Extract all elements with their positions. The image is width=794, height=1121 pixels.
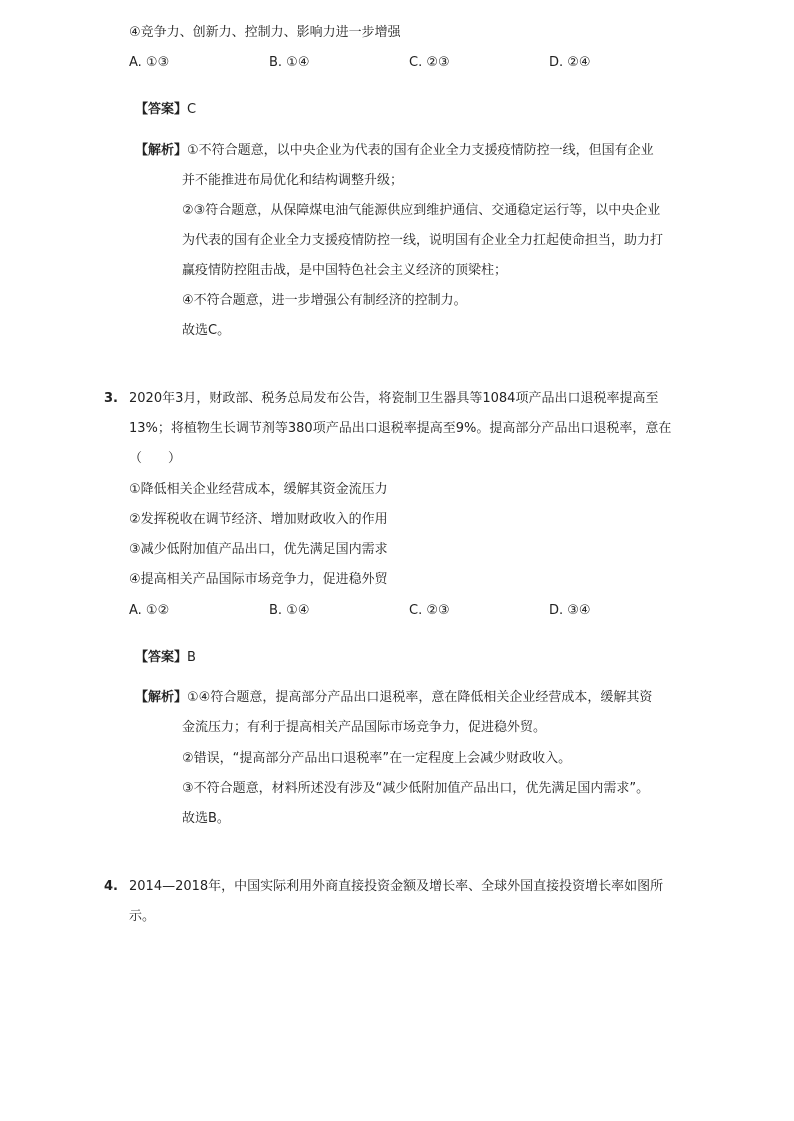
q3-stem-line-3: （ ） xyxy=(129,451,182,466)
q3-analysis-line-5: 故选B。 xyxy=(182,811,230,826)
q3-analysis-line-1 xyxy=(135,689,652,707)
q2-analysis-line-2: 并不能推进布局优化和结构调整升级； xyxy=(182,173,404,188)
q4-stem-line-2: 示。 xyxy=(129,909,156,924)
q3-item-2: ②发挥税收在调节经济、增加财政收入的作用 xyxy=(129,512,388,527)
q3-stem-line-1: 2020年3月，财政部、税务总局发布公告，将瓷制卫生器具等1084项产品出口退税率提高至 xyxy=(129,391,659,406)
q2-answer-value: C xyxy=(187,102,197,117)
q3-answer-tag: 【答案】 xyxy=(135,650,188,665)
q2-analysis-tag: 【解析】 xyxy=(135,143,188,158)
q2-item-4: ④竞争力、创新力、控制力、影响力进一步增强 xyxy=(129,25,401,40)
q4-number: 4. xyxy=(104,879,118,894)
q3-item-4: ④提高相关产品国际市场竞争力，促进稳外贸 xyxy=(129,572,388,587)
q3-stem-line-2: 13%；将植物生长调节剂等380项产品出口退税率提高至9%。提高部分产品出口退税率，意在 xyxy=(129,421,672,436)
q3-analysis-text-1: ①④符合题意，提高部分产品出口退税率，意在降低相关企业经营成本，缓解其资 xyxy=(187,690,653,705)
q2-analysis-text-1: ①不符合题意，以中央企业为代表的国有企业全力支援疫情防控一线，但国有企业 xyxy=(187,143,654,158)
q2-option-a: A. ①③ xyxy=(129,55,170,70)
q3-number: 3. xyxy=(104,391,118,406)
q3-analysis-line-3: ②错误，“提高部分产品出口退税率”在一定程度上会减少财政收入。 xyxy=(182,751,572,766)
q3-analysis-line-4: ③不符合题意，材料所述没有涉及“减少低附加值产品出口，优先满足国内需求”。 xyxy=(182,781,650,796)
q3-item-1: ①降低相关企业经营成本，缓解其资金流压力 xyxy=(129,482,388,497)
q2-analysis-line-7: 故选C。 xyxy=(182,323,231,338)
q2-analysis-line-4: 为代表的国有企业全力支援疫情防控一线，说明国有企业全力扛起使命担当，助力打 xyxy=(182,233,664,248)
q2-answer xyxy=(135,101,196,119)
q2-analysis-line-1 xyxy=(135,142,654,160)
q2-analysis-line-3: ②③符合题意，从保障煤电油气能源供应到维护通信、交通稳定运行等，以中央企业 xyxy=(182,203,661,218)
q2-option-c: C. ②③ xyxy=(409,55,450,70)
q2-option-d: D. ②④ xyxy=(549,55,591,70)
q3-option-c: C. ②③ xyxy=(409,603,450,618)
q3-option-b: B. ①④ xyxy=(269,603,310,618)
q4-stem-line-1: 2014—2018年，中国实际利用外商直接投资金额及增长率、全球外国直接投资增长率如图所 xyxy=(129,879,664,894)
q3-answer xyxy=(135,649,196,667)
q3-analysis-tag: 【解析】 xyxy=(135,690,188,705)
q2-analysis-line-6: ④不符合题意，进一步增强公有制经济的控制力。 xyxy=(182,293,467,308)
q3-option-a: A. ①② xyxy=(129,603,170,618)
q2-analysis-line-5: 赢疫情防控阻击战，是中国特色社会主义经济的顶梁柱； xyxy=(182,263,508,278)
q3-item-3: ③减少低附加值产品出口，优先满足国内需求 xyxy=(129,542,388,557)
q2-option-b: B. ①④ xyxy=(269,55,310,70)
q3-option-d: D. ③④ xyxy=(549,603,591,618)
q3-analysis-line-2: 金流压力；有利于提高相关产品国际市场竞争力，促进稳外贸。 xyxy=(182,720,547,735)
q2-answer-tag: 【答案】 xyxy=(135,102,188,117)
q3-answer-value: B xyxy=(187,650,196,665)
